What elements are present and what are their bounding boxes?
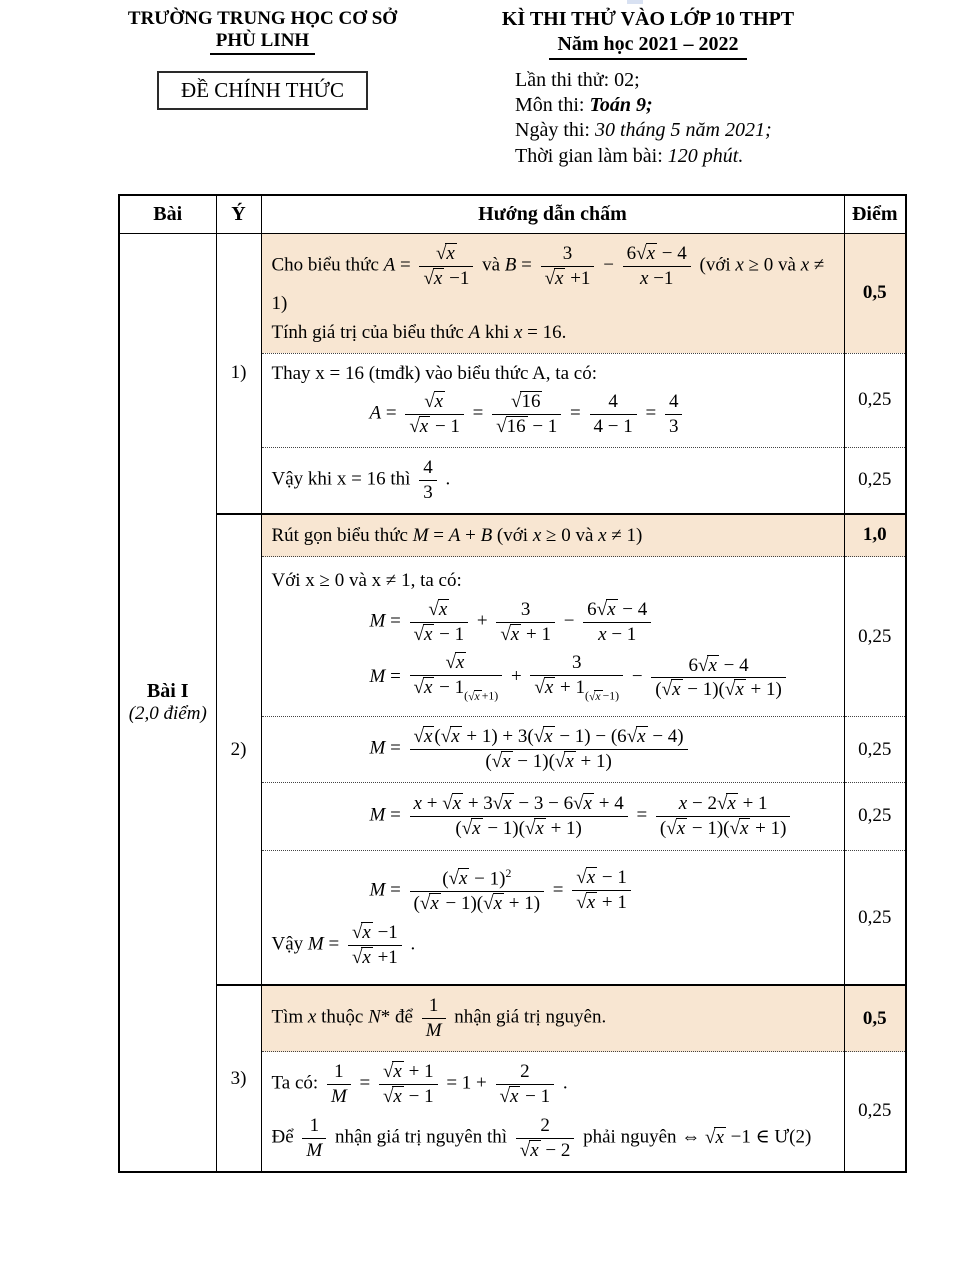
score-cell: 0,5 [844,985,906,1051]
score-cell: 0,25 [844,557,906,717]
bai-label-cell [119,233,216,1171]
exam-info-subject: Môn thi: Toán 9; [515,94,653,117]
content-cell: Cho biểu thức A = $\frac{√x}{√x -1}$ và B = $\frac{3}{√x +1}$ − $\frac{6√x - 4}{x -1}$ (với x ≥ 0 và x ≠ 1) Tính giá trị của biểu thức A khi x = 16. [261,233,844,353]
part-label-2: 2) [216,514,261,986]
content-cell: Vậy khi x = 16 thì $\frac{4}{3}$ . [261,448,844,514]
exam-info-duration: Thời gian làm bài: 120 phút. [515,144,744,167]
table-header-row [119,195,906,234]
exam-info-date: Ngày thi: 30 tháng 5 năm 2021; [515,119,772,142]
exam-year: Năm học 2021 – 2022 [493,33,803,60]
school-block [90,8,435,169]
bai-name: Bài I [146,679,189,702]
exam-title: KÌ THI THỬ VÀO LỚP 10 THPT [501,8,795,30]
score-cell: 0,25 [844,782,906,850]
score-cell: 0,25 [844,717,906,783]
school-name-line2: PHÙ LINH [210,30,315,55]
content-cell: Với x ≥ 0 và x ≠ 1, ta có: M = $\frac{√x}{√x - 1}$ + $\frac{3}{√x + 1}$ − $\frac{6√x - 4}{x - 1}$ M = $\frac{√x}{√x - 1_{(√x +1)}}$ + $\frac{3}{√x + 1_{(√x -1)}}$ − $\frac{6√x - 4}{(√x - 1)(√x + 1)}$ [261,557,844,717]
content-cell: M = $\frac{(√x - 1)^2}{(√x - 1)(√x + 1)}$ = $\frac{√x - 1}{√x + 1}$ Vậy M = $\frac{√x -1}{√x +1}$ . [261,850,844,985]
table-row [119,514,906,557]
score-cell: 1,0 [844,514,906,557]
exam-info [493,68,803,169]
exam-block [493,8,803,169]
column-header-diem: Điểm [844,195,906,234]
grading-table [118,194,907,1173]
content-cell: M = $\frac{√x (√x + 1) + 3(√x - 1) - (6√x - 4)}{(√x - 1)(√x + 1)}$ [261,717,844,783]
content-cell: Tìm x thuộc N* để $\frac{1}{M}$ nhận giá trị nguyên. [261,985,844,1051]
column-header-huong-dan-cham: Hướng dẫn chấm [261,195,844,234]
table-row [119,985,906,1051]
table-row [119,233,906,353]
exam-info-attempt: Lần thi thử: 02; [515,69,640,91]
score-cell: 0,5 [844,233,906,353]
column-header-y: Ý [216,195,261,234]
score-cell: 0,25 [844,850,906,985]
school-name-line1: TRƯỜNG TRUNG HỌC CƠ SỞ [127,8,398,29]
bai-points: (2,0 điểm) [128,702,207,724]
score-cell: 0,25 [844,448,906,514]
score-cell: 0,25 [844,353,906,447]
column-header-bai: Bài [119,195,216,234]
official-exam-label: ĐỀ CHÍNH THỨC [157,71,368,110]
part-label-1: 1) [216,233,261,513]
part-label-3: 3) [216,985,261,1171]
watermark-remnant [627,0,643,4]
content-cell: Ta có: $\frac{1}{M}$ = $\frac{√x + 1}{√x - 1}$ = 1 + $\frac{2}{√x - 1}$ . Để $\frac{1}{M}$ nhận giá trị nguyên thì $\frac{2}{√x - 2}$ phải nguyên ⇔ √x −1 ∈ Ư(2) [261,1052,844,1172]
content-cell: M = $\frac{x + √x + 3√x - 3 - 6√x + 4}{(√x - 1)(√x + 1)}$ = $\frac{x - 2√x + 1}{(√x - 1)(√x + 1)}$ [261,782,844,850]
content-cell: Thay x = 16 (tmđk) vào biểu thức A, ta có: A = $\frac{√x}{√x - 1}$ = $\frac{√16}{√16 - 1}$ = $\frac{4}{4 - 1}$ = $\frac{4}{3}$ [261,353,844,447]
page-header [0,0,958,169]
score-cell: 0,25 [844,1052,906,1172]
content-cell: Rút gọn biểu thức M = A + B (với x ≥ 0 và x ≠ 1) [261,514,844,557]
